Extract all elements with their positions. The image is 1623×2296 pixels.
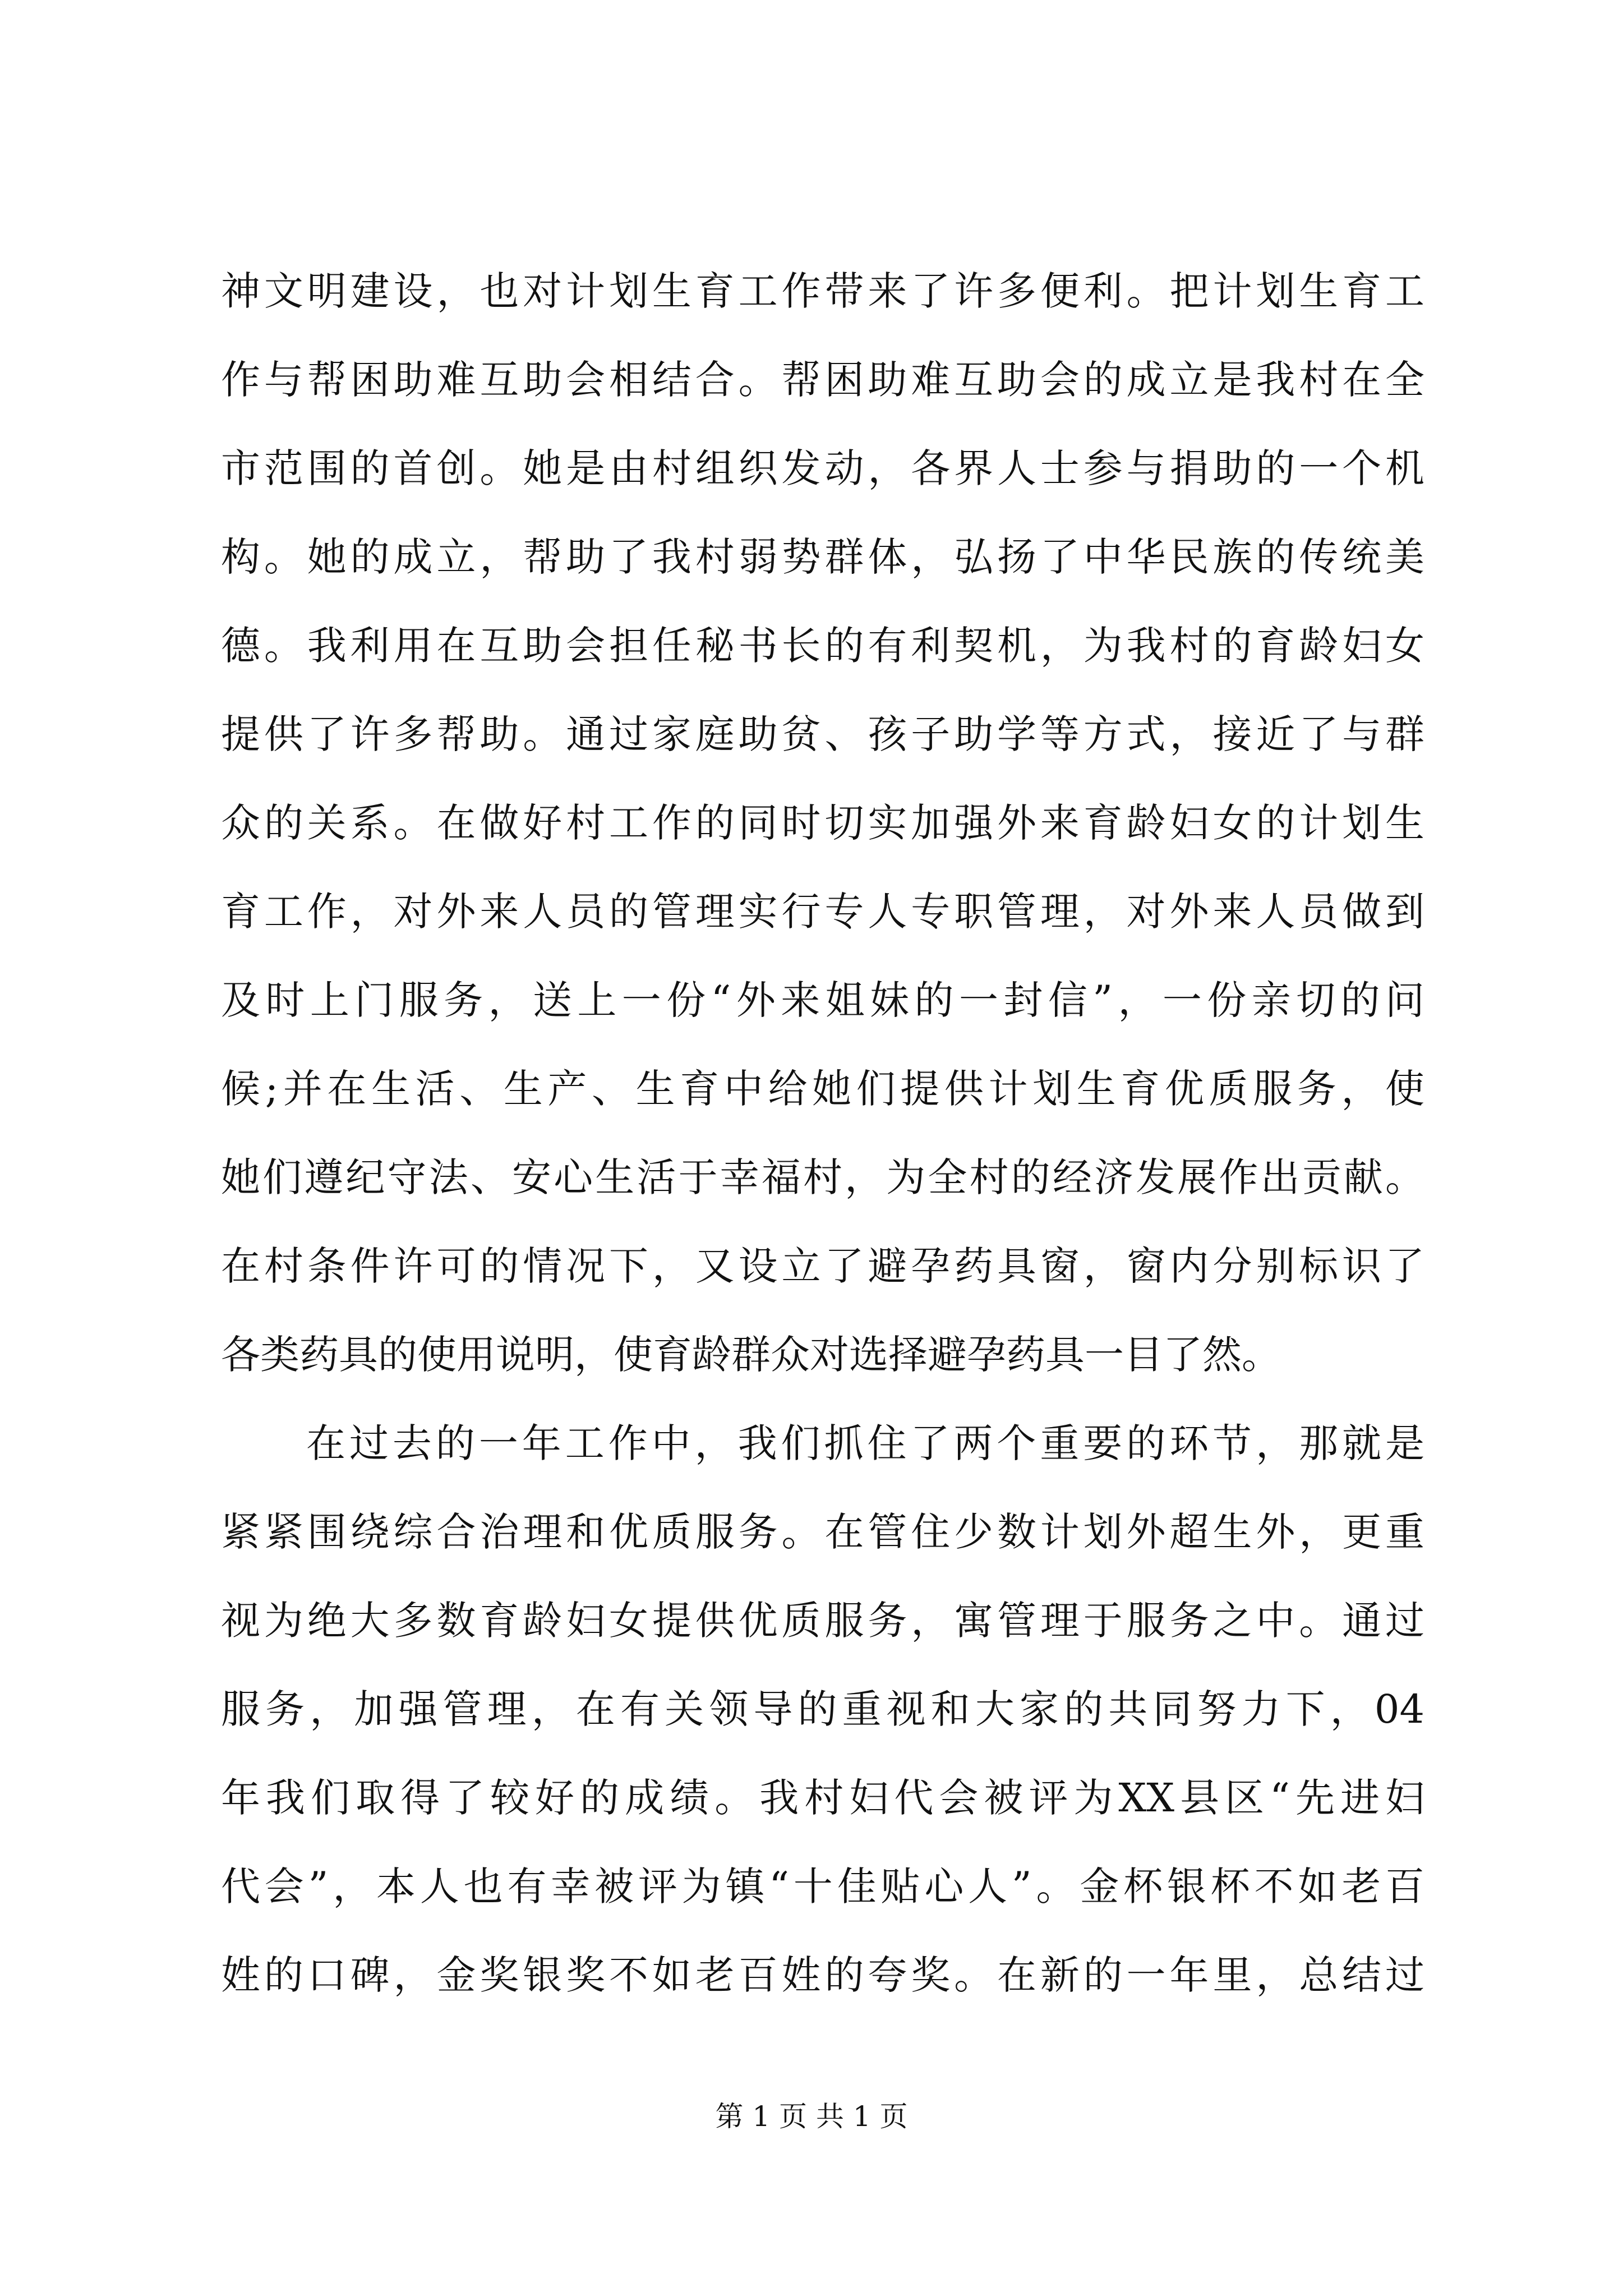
text-line: 构。她的成立，帮助了我村弱势群体，弘扬了中华民族的传统美 xyxy=(221,534,1424,580)
text-line: 作与帮困助难互助会相结合。帮困助难互助会的成立是我村在全 xyxy=(221,357,1424,403)
text-line: 各类药具的使用说明，使育龄群众对选择避孕药具一目了然。 xyxy=(221,1332,1281,1378)
page-footer: 第 1 页 共 1 页 xyxy=(715,2100,908,2133)
text-line: 服务，加强管理，在有关领导的重视和大家的共同努力下，04 xyxy=(221,1686,1424,1732)
text-line: 视为绝大多数育龄妇女提供优质服务，寓管理于服务之中。通过 xyxy=(221,1598,1424,1644)
text-line: 紧紧围绕综合治理和优质服务。在管住少数计划外超生外，更重 xyxy=(221,1509,1424,1555)
text-line: 候;并在生活、生产、生育中给她们提供计划生育优质服务，使 xyxy=(221,1066,1424,1112)
text-line: 众的关系。在做好村工作的同时切实加强外来育龄妇女的计划生 xyxy=(221,800,1424,846)
text-line: 在过去的一年工作中，我们抓住了两个重要的环节，那就是 xyxy=(306,1420,1424,1466)
paragraph-1 xyxy=(221,247,1424,1399)
text-line: 提供了许多帮助。通过家庭助贫、孩子助学等方式，接近了与群 xyxy=(221,711,1424,757)
text-line: 育工作，对外来人员的管理实行专人专职管理，对外来人员做到 xyxy=(221,889,1424,935)
text-line: 代会”，本人也有幸被评为镇“十佳贴心人”。金杯银杯不如老百 xyxy=(221,1864,1424,1910)
text-line: 姓的口碑，金奖银奖不如老百姓的夸奖。在新的一年里，总结过 xyxy=(221,1952,1424,1998)
text-line: 市范围的首创。她是由村组织发动，各界人士参与捐助的一个机 xyxy=(221,445,1424,491)
text-line: 在村条件许可的情况下，又设立了避孕药具窗，窗内分别标识了 xyxy=(221,1243,1424,1289)
text-line: 神文明建设，也对计划生育工作带来了许多便利。把计划生育工 xyxy=(221,268,1424,314)
text-line: 德。我利用在互助会担任秘书长的有利契机，为我村的育龄妇女 xyxy=(221,623,1424,669)
text-line: 年我们取得了较好的成绩。我村妇代会被评为XX县区“先进妇 xyxy=(221,1775,1424,1821)
text-line: 她们遵纪守法、安心生活于幸福村，为全村的经济发展作出贡献。 xyxy=(221,1154,1424,1200)
paragraph-2 xyxy=(221,1399,1424,2019)
document-body xyxy=(221,247,1424,2019)
text-line: 及时上门服务，送上一份“外来姐妹的一封信”，一份亲切的问 xyxy=(221,977,1424,1023)
